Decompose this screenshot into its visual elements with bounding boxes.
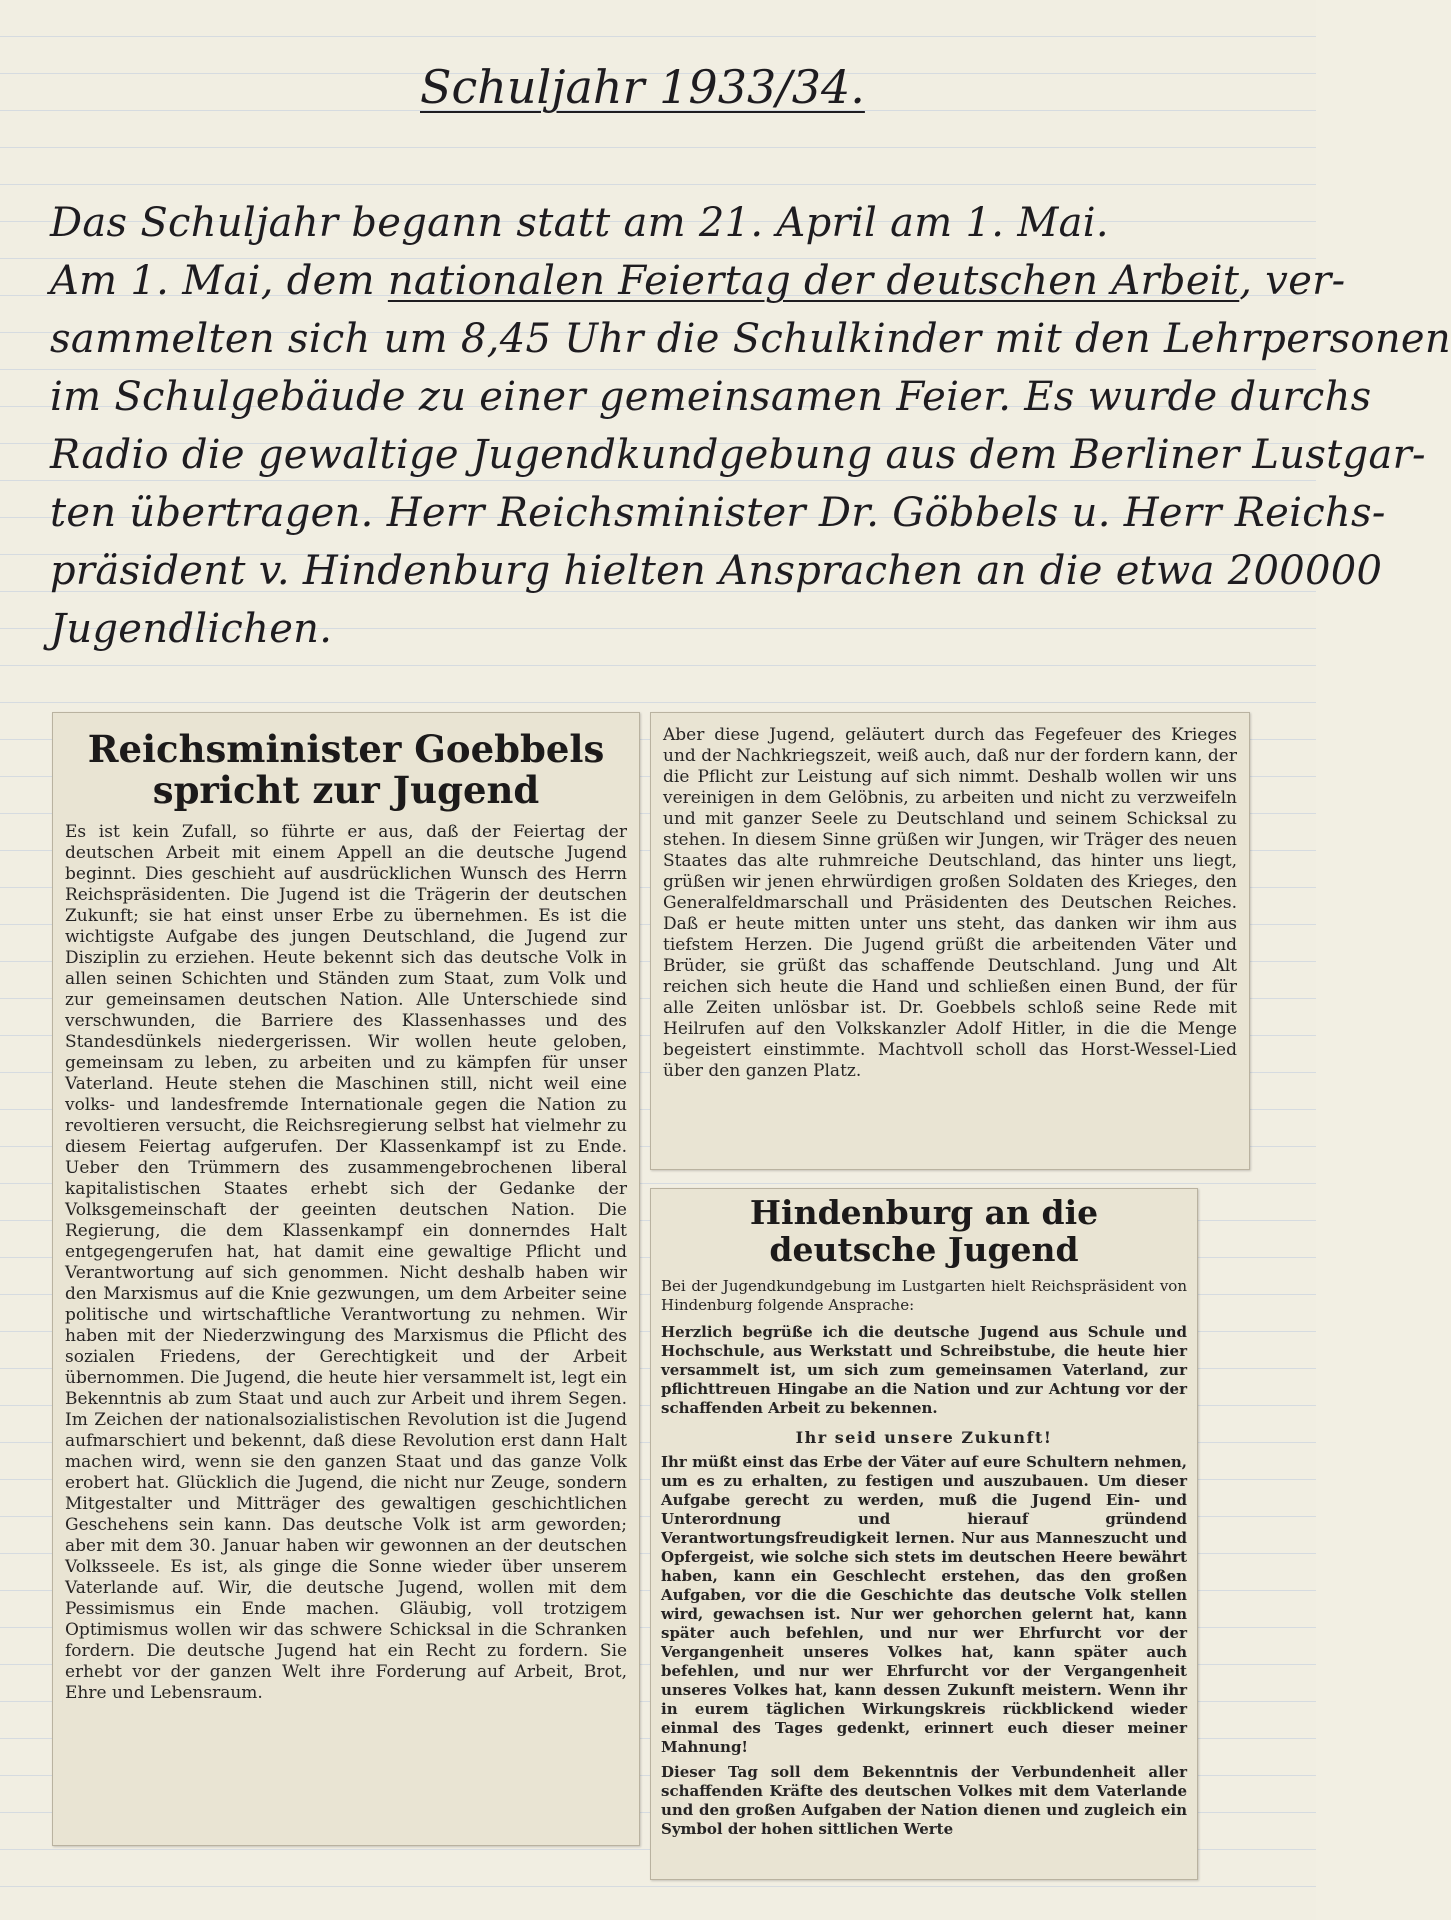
handwriting-line-6: ten übertragen. Herr Reichsminister Dr. Göbbels u. Herr Reichs- xyxy=(50,490,1386,536)
newspaper-clipping-goebbels xyxy=(52,712,640,1846)
clipping-text: Es ist kein Zufall, so führte er aus, daß der Feiertag der deutschen Arbeit mit einem Appell an die deutsche Jugend beginnt. Dies geschieht auf ausdrücklichen Wunsch des Herrn Reichspräsidenten. Die Jugend ist die Trägerin der deutschen Zukunft; sie hat einst unser Erbe zu übernehmen. Es ist die wichtigste Aufgabe des jungen Deutschland, die Jugend zur Disziplin zu erziehen. Heute bekennt sich das deutsche Volk in allen seinen Schichten und Ständen zum Staat, zum Volk und zur gemeinsamen deutschen Nation. Alle Unterschiede sind verschwunden, die Barriere des Klassenhasses und des Standesdünkels niedergerissen. Wir wollen heute geloben, gemeinsam zu leben, zu arbeiten und zu kämpfen für unser Vaterland. Heute stehen die Maschinen still, nicht weil eine volks- und landesfremde Internationale gegen die Nation zu revoltieren versucht, die Reichsregierung selbst hat vielmehr zu diesem Feiertag aufgerufen. Der Klassenkampf ist zu Ende. Ueber den Trümmern des zusammengebrochenen liberal kapitalistischen Staates erhebt sich der Gedanke der Volksgemeinschaft der geeinten deutschen Nation. Die Regierung, die dem Klassenkampf ein donnerndes Halt entgegengerufen hat, hat damit eine gewaltige Pflicht und Verantwortung auf sich genommen. Nicht deshalb haben wir den Marxismus auf die Knie gezwungen, um dem Arbeiter seine politische und wirtschaftliche Verantwortung zu nehmen. Wir haben mit der Niederzwingung des Marxismus die Pflicht des sozialen Friedens, der Gerechtigkeit und der Arbeit übernommen. Die Jugend, die heute hier versammelt ist, legt ein Bekenntnis ab zum Staat und auch zur Arbeit und ihrem Segen. Im Zeichen der nationalsozialistischen Revolution ist die Jugend aufmarschiert und bekennt, daß diese Revolution erst dann Halt machen wird, wenn sie den ganzen Staat und das ganze Volk erobert hat. Glücklich die Jugend, die nicht nur Zeuge, sondern Mitgestalter und Mitträger des gewaltigen geschichtlichen Geschehens sein kann. Das deutsche Volk ist arm geworden; aber mit dem 30. Januar haben wir gewonnen an der deutschen Volksseele. Es ist, als ginge die Sonne wieder über unserem Vaterlande auf. Wir, die deutsche Jugend, wollen mit dem Pessimismus ein Ende machen. Gläubig, voll trotzigem Optimismus wollen wir das schwere Schicksal in die Schranken fordern. Die deutsche Jugend hat ein Recht zu fordern. Sie erhebt vor der ganzen Welt ihre Forderung auf Arbeit, Brot, Ehre und Lebensraum. xyxy=(65,821,627,1703)
clipping-intro: Bei der Jugendkundgebung im Lustgarten hielt Reichspräsident von Hindenburg folgende Ansprache: xyxy=(661,1276,1187,1314)
clipping-body: Ihr müßt einst das Erbe der Väter auf eure Schultern nehmen, um es zu erhalten, zu festigen und auszubauen. Um dieser Aufgabe gerecht zu werden, muß die Jugend Ein- und Unterordnung und hierauf gründend Verantwortungsfreudigkeit lernen. Nur aus Manneszucht und Opfergeist, wie solche sich stets im deutschen Heere bewährt haben, kann ein Geschlecht erstehen, das den großen Aufgaben, vor die die Geschichte das deutsche Volk stellen wird, gewachsen ist. Nur wer gehorchen gelernt hat, kann später auch befehlen, und nur wer Ehrfurcht vor der Vergangenheit unseres Volkes hat, kann später auch befehlen, und nur wer Ehrfurcht vor der Vergangenheit unseres Volkes hat, kann dessen Zukunft meistern. Wenn ihr in eurem täglichen Wirkungskreis rückblickend wieder einmal des Tages gedenkt, erinnert euch dieser meiner Mahnung! xyxy=(661,1452,1187,1756)
handwriting-line-8: Jugendlichen. xyxy=(50,606,333,652)
clipping-text: Aber diese Jugend, geläutert durch das Fegefeuer des Krieges und der Nachkriegszeit, weiß auch, daß nur der fordern kann, der die Pflicht zur Leistung auf sich nimmt. Deshalb wollen wir uns vereinigen in dem Gelöbnis, zu arbeiten und nicht zu verzweifeln und mit ganzer Seele zu Deutschland und seinem Schicksal zu stehen. In diesem Sinne grüßen wir Jungen, wir Träger des neuen Staates das alte ruhmreiche Deutschland, das hinter uns liegt, grüßen wir jenen ehrwürdigen großen Soldaten des Krieges, den Generalfeldmarschall und Präsidenten des Deutschen Reiches. Daß er heute mitten unter uns steht, das danken wir ihm aus tiefstem Herzen. Die Jugend grüßt die arbeitenden Väter und Brüder, sie grüßt das schaffende Deutschland. Jung und Alt reichen sich heute die Hand und schließen einen Bund, der für alle Zeiten unlösbar ist. Dr. Goebbels schloß seine Rede mit Heilrufen auf den Volkskanzler Adolf Hitler, in die die Menge begeistert einstimmte. Machtvoll scholl das Horst-Wessel-Lied über den ganzen Platz. xyxy=(663,725,1237,1081)
clipping-closing: Dieser Tag soll dem Bekenntnis der Verbundenheit aller schaffenden Kräfte des deutschen Volkes mit dem Vaterlande und den großen Aufgaben der Nation dienen und zugleich ein Symbol der hohen sittlichen Werte xyxy=(661,1762,1187,1838)
clipping-headline: Hindenburg an die deutsche Jugend xyxy=(749,1193,1099,1269)
handwriting-line-2-end: , ver- xyxy=(1239,258,1346,304)
handwriting-line-2-start: Am 1. Mai, dem xyxy=(50,258,375,304)
page-heading: Schuljahr 1933/34. xyxy=(420,60,865,114)
clipping-lead: Herzlich begrüße ich die deutsche Jugend aus Schule und Hochschule, aus Werkstatt und Schreibstube, die heute hier versammelt ist, um sich zum gemeinsamen Vaterland, zur pflichttreuen Hingabe an die Nation und zur Achtung vor der schaffenden Arbeit zu bekennen. xyxy=(661,1322,1187,1417)
handwriting-underlined-phrase: nationalen Feiertag der deutschen Arbeit xyxy=(387,258,1240,304)
handwriting-line-2 xyxy=(50,258,1345,304)
newspaper-clipping-hindenburg xyxy=(650,1188,1198,1880)
clipping-headline: Reichsminister Goebbels spricht zur Jugend xyxy=(87,727,605,813)
handwriting-line-1: Das Schuljahr begann statt am 21. April am 1. Mai. xyxy=(50,200,1109,246)
clipping-subhead: Ihr seid unsere Zukunft! xyxy=(795,1427,1053,1447)
handwriting-line-7: präsident v. Hindenburg hielten Ansprachen an die etwa 200000 xyxy=(50,548,1383,594)
newspaper-clipping-continuation xyxy=(650,712,1250,1170)
handwriting-line-4: im Schulgebäude zu einer gemeinsamen Feier. Es wurde durchs xyxy=(50,374,1372,420)
handwriting-line-5: Radio die gewaltige Jugendkundgebung aus dem Berliner Lustgar- xyxy=(50,432,1426,478)
handwriting-line-3: sammelten sich um 8,45 Uhr die Schulkinder mit den Lehrpersonen xyxy=(50,316,1451,362)
